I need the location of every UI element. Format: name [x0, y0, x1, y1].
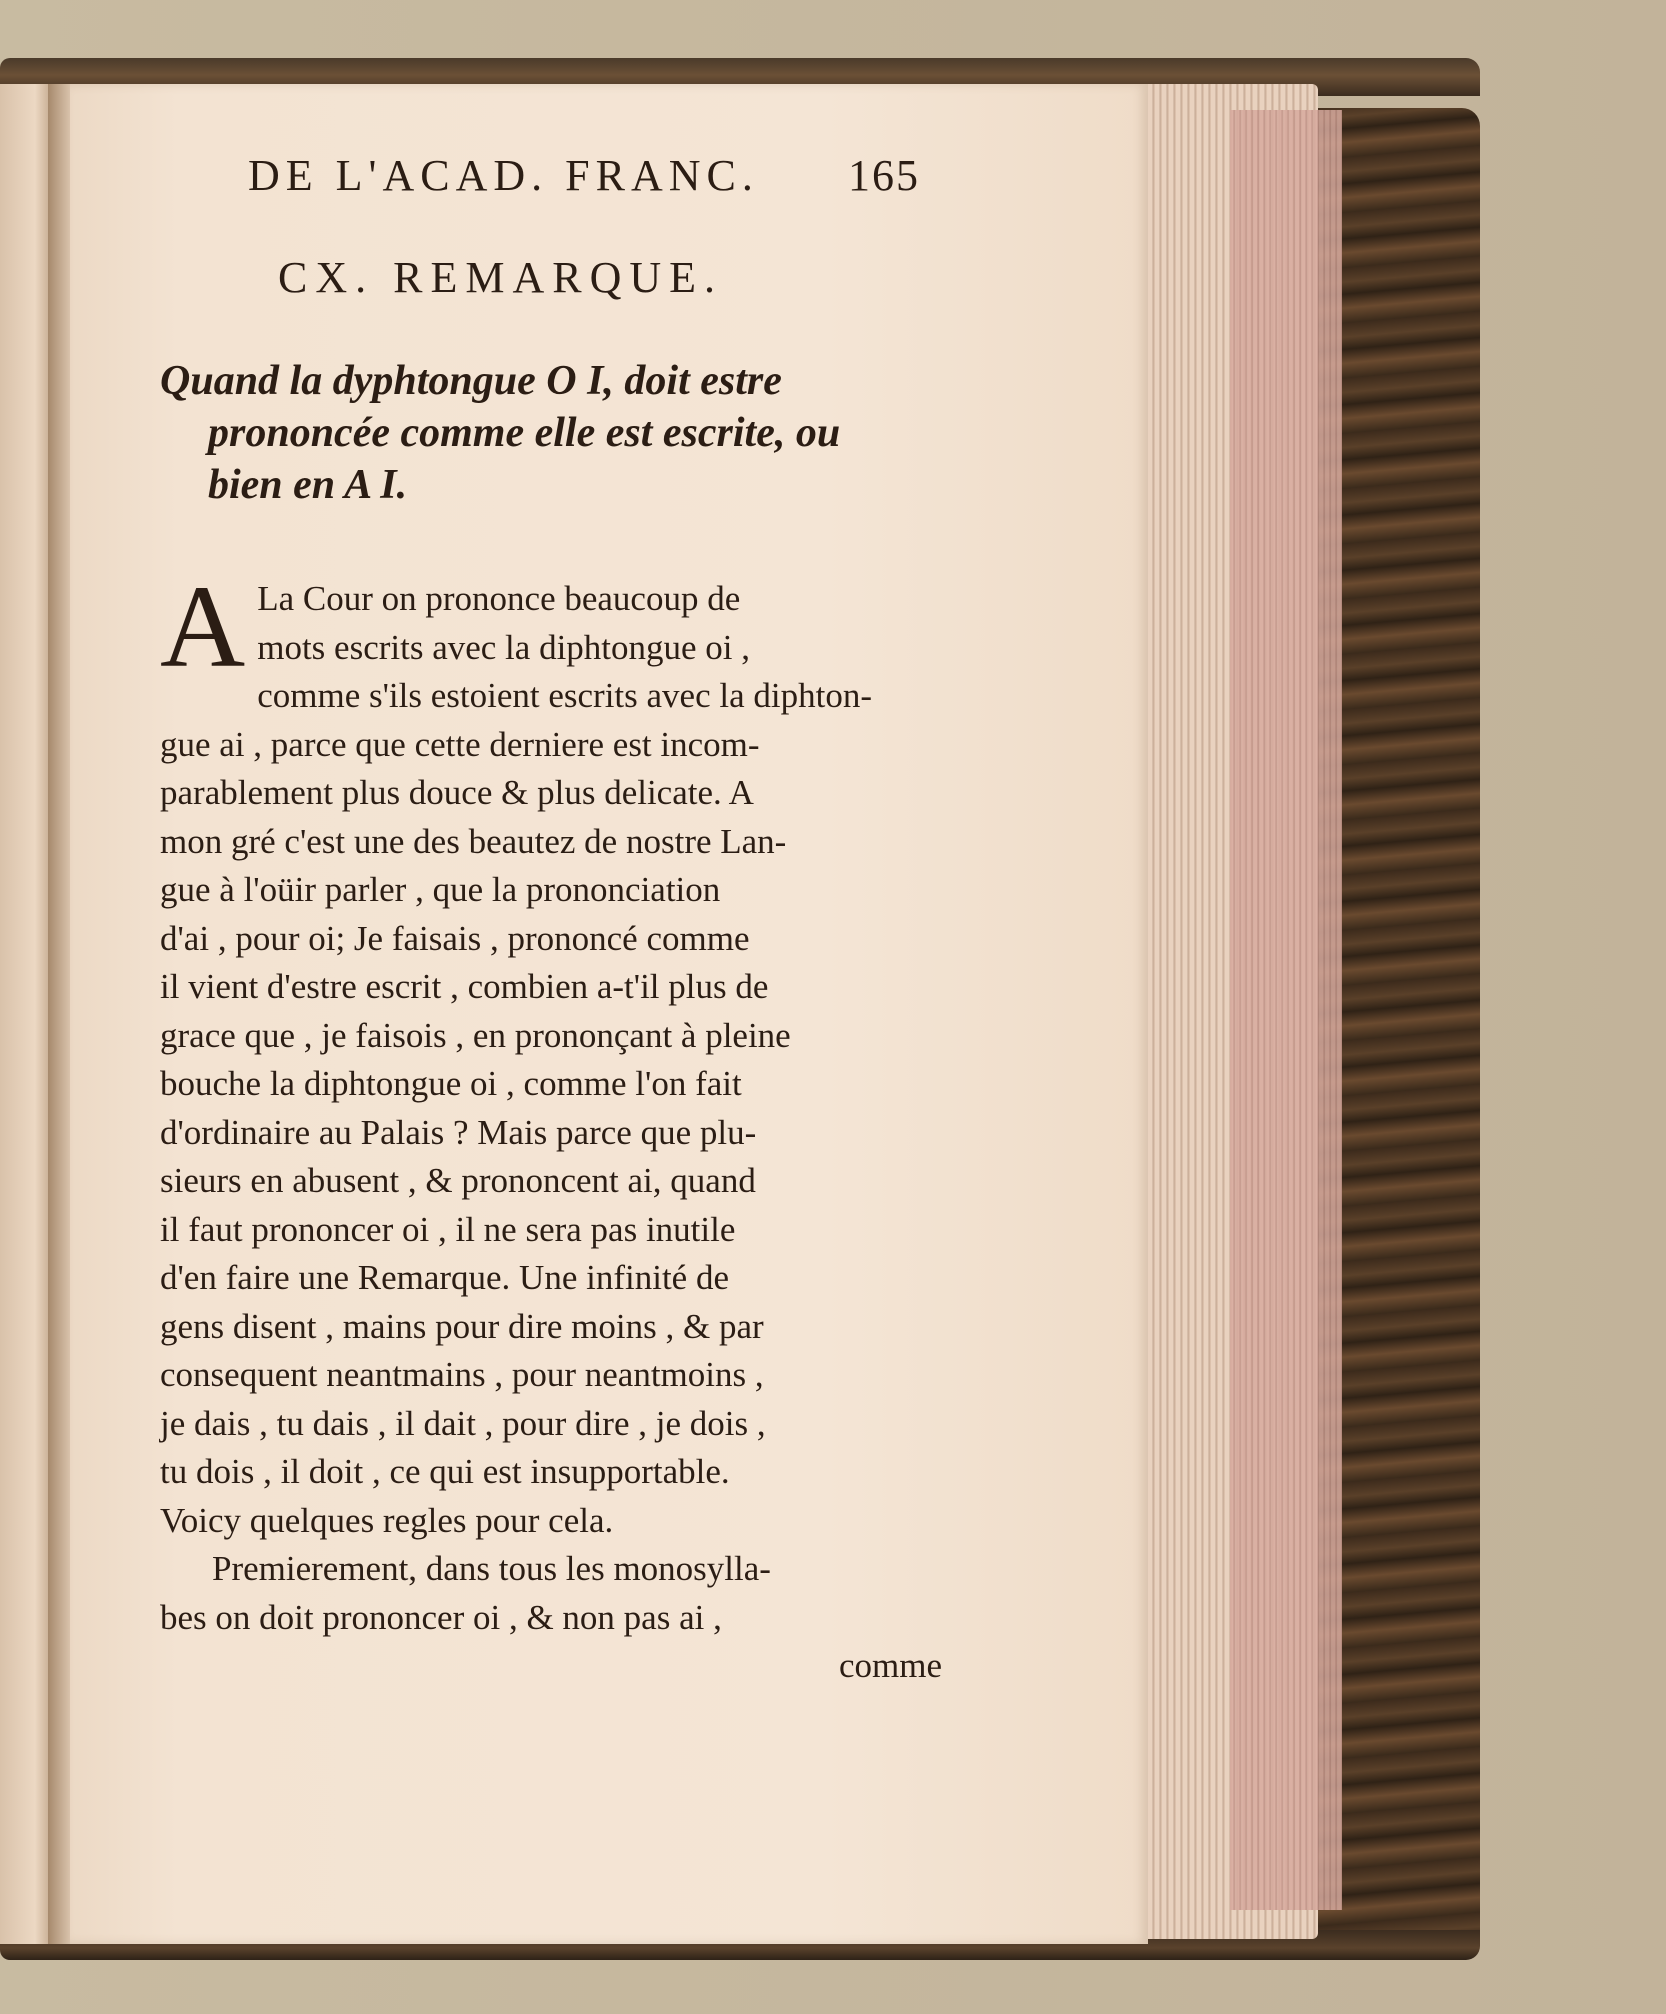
text-line: d'en faire une Remarque. Une infinité de — [160, 1258, 729, 1297]
text-line: consequent neantmains , pour neantmoins , — [160, 1355, 764, 1394]
drop-cap: A — [160, 561, 246, 692]
facing-page-edge — [0, 84, 52, 1944]
remark-rubric — [160, 355, 950, 511]
text-line: comme s'ils estoient escrits avec la diphton- — [257, 676, 872, 715]
text-line: bes on doit prononcer oi , & non pas ai , — [160, 1597, 722, 1637]
rubric-line: Quand la dyphtongue O I, doit estre — [160, 358, 782, 404]
text-line: mots escrits avec la diphtongue oi , — [257, 627, 751, 667]
text-line: gens disent , mains pour dire moins , & par — [160, 1306, 764, 1346]
text-line: Voicy quelques regles pour cela. — [160, 1500, 614, 1540]
rubric-line: bien en A I. — [208, 462, 408, 508]
running-head — [160, 150, 950, 210]
page-text-block — [160, 150, 950, 1690]
sprinkled-page-edges — [1230, 110, 1342, 1910]
text-line: mon gré c'est une des beautez de nostre Lan- — [160, 821, 787, 861]
remark-heading: CX. REMARQUE. — [278, 253, 724, 302]
text-line: d'ai , pour oi; Je faisais , prononcé comme — [160, 918, 750, 958]
text-line: sieurs en abusent , & prononcent ai, quand — [160, 1161, 756, 1200]
rubric-line: prononcée comme elle est escrite, ou — [208, 410, 841, 456]
text-line: grace que , je faisois , en prononçant à pleine — [160, 1015, 791, 1055]
text-line: il vient d'estre escrit , combien a-t'il plus de — [160, 967, 769, 1006]
catchword: comme — [838, 1646, 942, 1685]
page-number: 165 — [848, 151, 920, 200]
paragraph-1 — [160, 561, 950, 1545]
text-line: d'ordinaire au Palais ? Mais parce que plu- — [160, 1112, 757, 1152]
text-line: gue ai , parce que cette derniere est incom- — [160, 724, 760, 764]
text-line: gue à l'oüir parler , que la prononciation — [160, 870, 721, 909]
text-line: Premierement, dans tous les monosylla- — [212, 1549, 771, 1588]
text-line: bouche la diphtongue oi , comme l'on fait — [160, 1064, 742, 1103]
running-head-title: DE L'ACAD. FRANC. — [248, 151, 759, 200]
text-line: tu dois , il doit , ce qui est insupportable. — [160, 1452, 730, 1491]
text-line: La Cour on prononce beaucoup de — [257, 579, 741, 618]
text-line: je dais , tu dais , il dait , pour dire , je dois , — [160, 1403, 766, 1443]
text-line: parablement plus douce & plus delicate. A — [160, 773, 754, 812]
text-line: il faut prononcer oi , il ne sera pas inutile — [160, 1209, 736, 1249]
paragraph-2 — [160, 1545, 950, 1642]
